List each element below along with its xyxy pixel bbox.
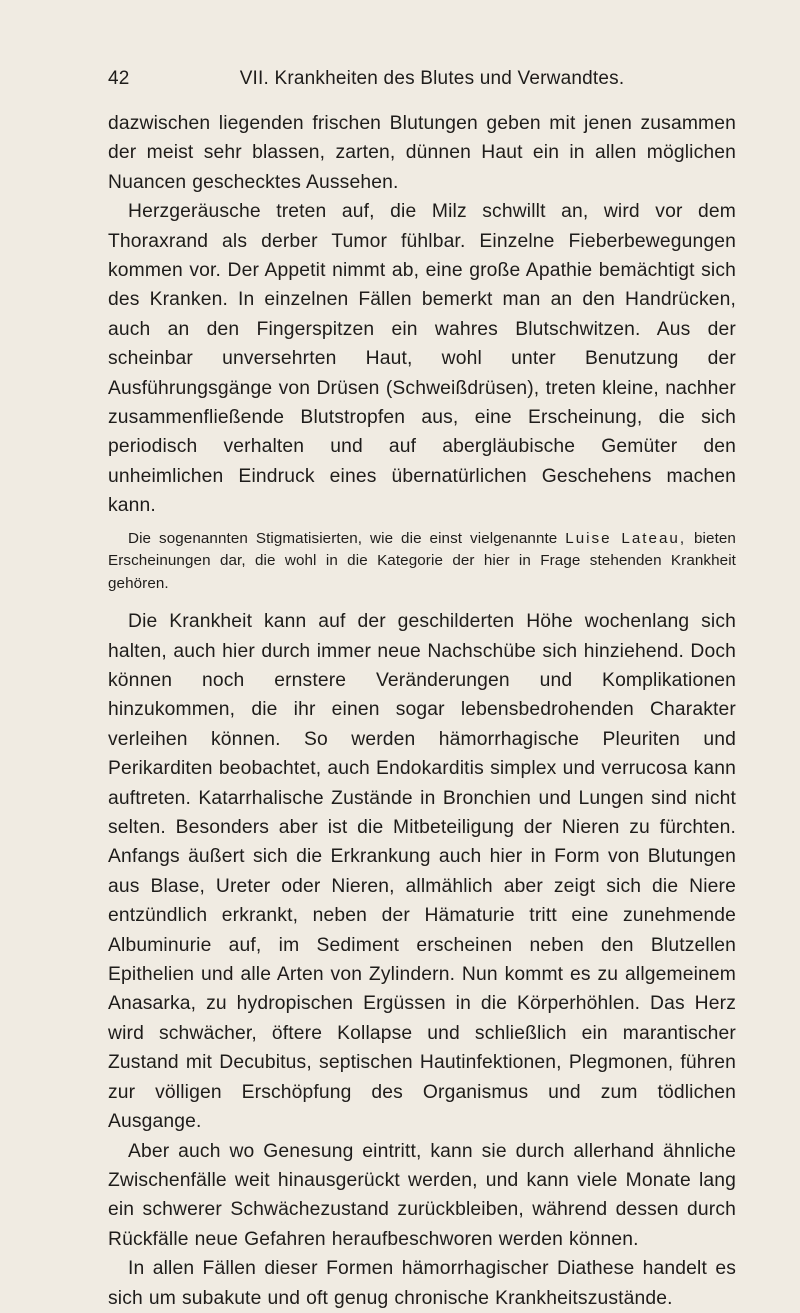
small-print-note (108, 528, 736, 596)
page-number: 42 (108, 68, 130, 89)
chapter-title: VII. Krankheiten des Blutes und Verwandtes. (239, 68, 625, 89)
paragraph-1: dazwischen liegenden frischen Blutungen geben mit jenen zusammen der meist sehr blassen, zarten, dünnen Haut ein in allen möglichen Nuancen geschecktes Aussehen. (108, 113, 736, 193)
paragraph-4: Aber auch wo Genesung eintritt, kann sie durch allerhand ähnliche Zwischenfälle weit hinausgerückt werden, und kann viele Monate lang ein schwerer Schwächezustand zurückbleiben, während dessen durch Rückfälle neue Gefahren heraufbeschworen werden können. (108, 1140, 736, 1250)
note-text-end: bieten Erscheinungen dar, die wohl in die Kategorie der hier in Frage stehenden Krankheit gehören. (108, 529, 736, 592)
paragraph-5: In allen Fällen dieser Formen hämorrhagischer Diathese handelt es sich um subakute und oft genug chronische Krankheitszustände. (108, 1258, 736, 1309)
running-head (108, 68, 736, 102)
note-person-name: Luise Lateau, (565, 529, 687, 547)
paragraph-3: Die Krankheit kann auf der geschilderten Höhe wochenlang sich halten, auch hier durch immer neue Nachschübe sich hinziehend. Doch können noch ernstere Veränderungen und Komplikationen hinzukommen, die ihr einen sogar lebensbedrohenden Charakter verleihen können. So werden hämorrhagische Pleuriten und Perikarditen beobachtet, auch Endokarditis simplex und verrucosa kann auftreten. Katarrhalische Zustände in Bronchien und Lungen sind nicht selten. Besonders aber ist die Mitbeteiligung der Nieren zu fürchten. Anfangs äußert sich die Erkrankung auch hier in Form von Blutungen aus Blase, Ureter oder Nieren, allmählich aber zeigt sich die Niere entzündlich erkrankt, neben der Hämaturie tritt eine zunehmende Albuminurie auf, im Sediment erscheinen neben den Blutzellen Epithelien und alle Arten von Zylindern. Nun kommt es zu allgemeinem Anasarka, zu hydropischen Ergüssen in die Körperhöhlen. Das Herz wird schwächer, öftere Kollapse und schließlich ein marantischer Zustand mit Decubitus, septischen Hautinfektionen, Plegmonen, führen zur völligen Erschöpfung des Organismus und zum tödlichen Ausgange. (108, 611, 736, 1133)
paragraph-2: Herzgeräusche treten auf, die Milz schwillt an, wird vor dem Thoraxrand als derber Tumor fühlbar. Einzelne Fieberbewegungen kommen vor. Der Appetit nimmt ab, eine große Apathie bemächtigt sich des Kranken. In einzelnen Fällen bemerkt man an den Handrücken, auch an den Fingerspitzen ein wahres Blutschwitzen. Aus der scheinbar unversehrten Haut, wohl unter Benutzung der Ausführungsgänge von Drüsen (Schweißdrüsen), treten kleine, nachher zusammenfließende Blutstropfen aus, eine Erscheinung, die sich periodisch verhalten und auf abergläubische Gemüter den unheimlichen Eindruck eines übernatürlichen Geschehens machen kann. (108, 201, 736, 517)
body-text (108, 109, 736, 1313)
note-text-start: Die sogenannten Stigmatisierten, wie die einst vielgenannte (128, 529, 558, 547)
